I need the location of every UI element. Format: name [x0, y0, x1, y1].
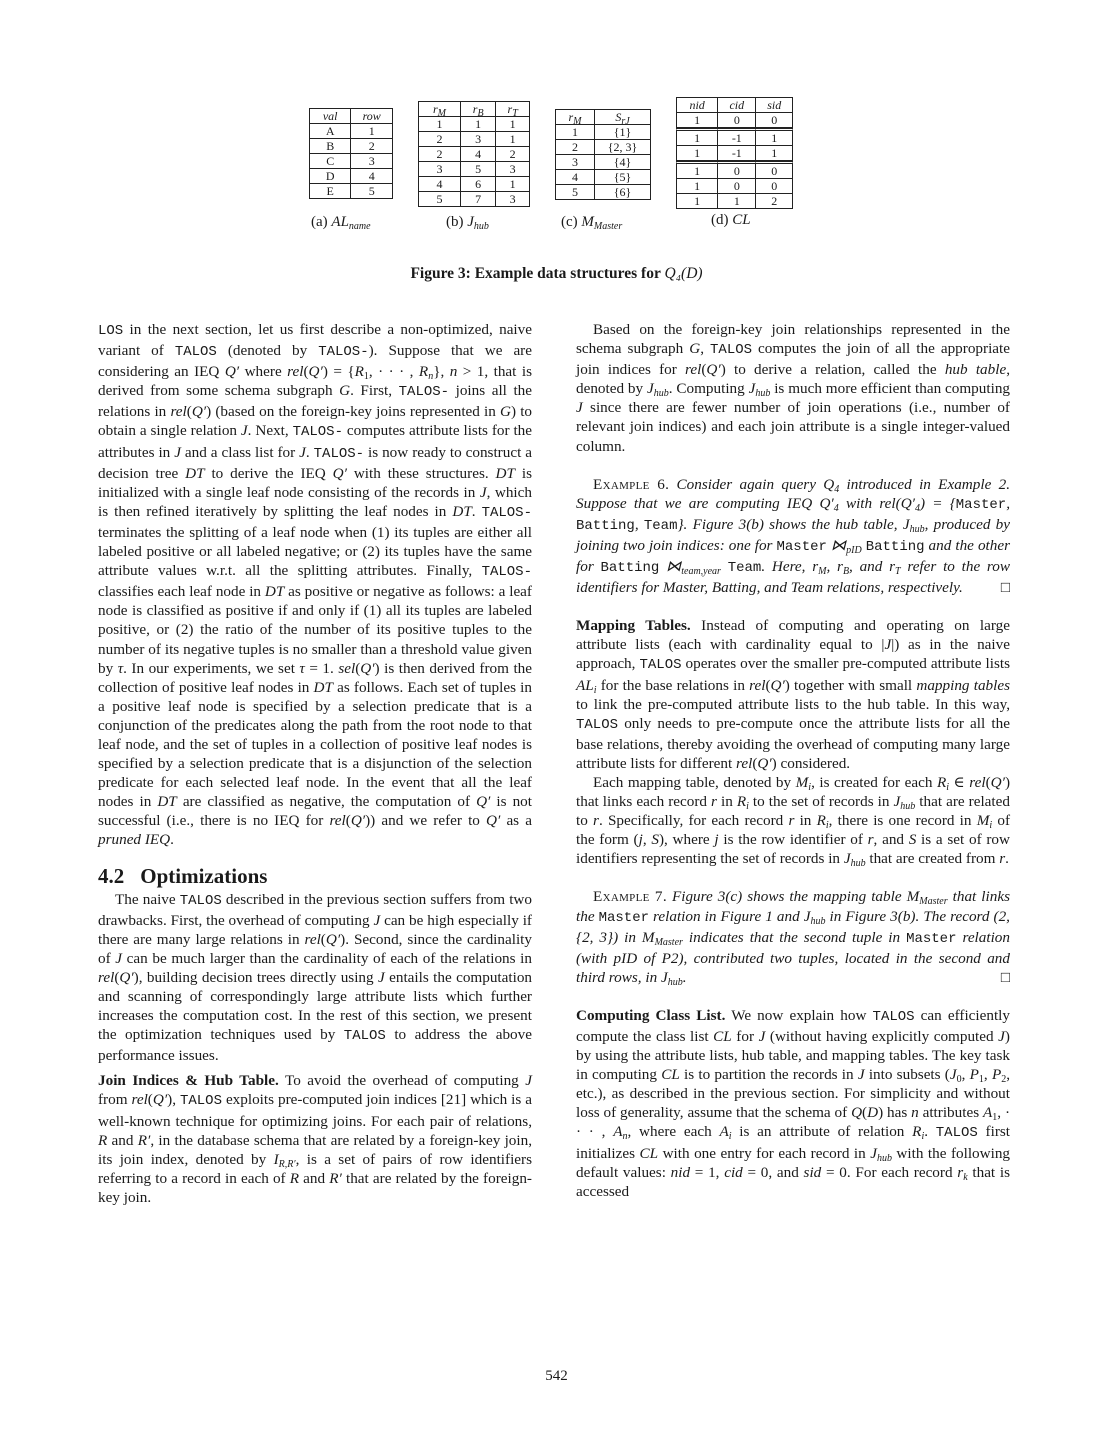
- column-header: row: [351, 109, 393, 124]
- table-cell: 1: [718, 194, 756, 209]
- table-cell: -1: [718, 128, 756, 146]
- paragraph-naive-talos: LOS in the next section, let us first describe a non-optimized, naive variant of TALOS (denoted by TALOS-). Suppose that we are considering an IEQ Q′ where $rel(Q') = \{R_1$, · · · , $R_n$}, n > 1, that is derived from some schema subgraph G. First, TALOS- joins all the relations in rel(Q′) (based on the foreign-key joins represented in G) to obtain a single relation J. Next, TALOS- computes attribute lists for the attributes in J and a class list for J. TALOS- is now ready to construct a decision tree DT to derive the IEQ Q′ with these structures. DT is initialized with a single leaf node consisting of the records in J, which is then refined iteratively by splitting the leaf nodes in DT. TALOS- terminates the splitting of a leaf node when (1) its tuples are either all labeled positive or all labeled negative; or (2) its tuples have the same attribute values w.r.t. all the splitting attributes. Finally, TALOS- classifies each leaf node in DT as positive or negative as follows: a leaf node is classified as positive if and only if (1) all its tuples are labeled positive, or (2) the ratio of the number of its positive tuples to the number of its negative tuples is no smaller than a threshold value given by τ. In our experiments, we set τ = 1. sel(Q′) is then derived from the collection of positive leaf nodes in DT as follows. Each set of tuples in a positive leaf node is specified by a selection predicate that is a conjunction of the predicates along the path from the root node to that leaf node, and the set of tuples in a collection of positive leaf nodes is specified by a selection predicate that is a disjunction of the selection predicate for each selected leaf node. In the event that all the leaf nodes in DT are classified as negative, the computation of Q′ is not successful (i.e., there is no IEQ for rel(Q′)) and we refer to Q′ as a pruned IEQ.: [98, 321, 533, 849]
- section-heading: 4.2 Optimizations: [98, 863, 268, 888]
- figure-caption: Figure 3: Example data structures for Q₄(D): [410, 265, 703, 282]
- paragraph-mapping-tables: Mapping Tables. Instead of computing and operating on large attribute lists (each with cardinality equal to |J|) as in the naive approach, TALOS operates over the smaller pre-computed attribute lists $AL_i$ for the base relations in rel(Q′) together with small mapping tables to link the pre-computed attribute lists to the hub table. In this way, TALOS only needs to pre-compute once the attribute lists for all the base relations, thereby avoiding the overhead of computing many large attribute lists for different rel(Q′) considered.: [576, 617, 1011, 772]
- paragraph-mapping-definition: Each mapping table, denoted by $M_i$, is created for each $R_i$ ∈ rel(Q′) that links each record r in $R_i$ to the set of records in $J_{hub}$ that are related to r. Specifically, for each record r in $R_i$, there is one record in $M_i$ of the form (j, S), where j is the row identifier of r, and S is a set of row identifiers representing the set of records in $J_{hub}$ that are created from r.: [576, 773, 1011, 870]
- paragraph-drawbacks: The naive TALOS described in the previous section suffers from two drawbacks. First, the overhead of computing J can be high especially if there are many large relations in rel(Q′). Second, since the cardinality of J can be much larger than the cardinality of each of the relations in rel(Q′), building decision trees directly using J entails the computation and scanning of correspondingly large attribute lists which further increases the computation cost. In the rest of this section, we present the optimization techniques used by TALOS to address the above performance issues.: [98, 890, 533, 1065]
- table-row: [676, 113, 793, 128]
- table-cell: 1: [496, 177, 530, 192]
- table-header-row: [310, 109, 393, 124]
- table-cell: 2: [496, 147, 530, 162]
- example-7: Example 7. Figure 3(c) shows the mapping table $M_{Master}$ that links the Master relation in Figure 1 and $J_{hub}$ in Figure 3(b). The record (2, {2, 3}) in $M_{Master}$ indicates that the second tuple in Master relation (with pID of P2), contributed two tuples, located in the second and third rows, in $J_{hub}$. □: [576, 888, 1010, 988]
- table-row: [310, 154, 393, 169]
- table-cell: 5: [419, 192, 461, 207]
- table-cell: 4: [556, 170, 595, 185]
- example-6: Example 6. Consider again query $Q_4$ introduced in Example 2. Suppose that we are computing IEQ $Q'_4$ with $rel(Q'_4)$ = {Master, Batting, Team}. Figure 3(b) shows the hub table, $J_{hub}$, produced by joining two join indices: one for Master $⋈_{pID}$ Batting and the other for Batting $⋈_{team,year}$ Team. Here, $r_M$, $r_B$, and $r_T$ refer to the row identifiers for Master, Batting, and Team relations, respectively. □: [576, 475, 1010, 597]
- table-cell: -1: [718, 146, 756, 161]
- table-cell: 0: [718, 179, 756, 194]
- table-cell: 1: [419, 117, 461, 132]
- table-cell: {6}: [595, 185, 651, 200]
- table-cell: 0: [756, 161, 793, 179]
- table-row: [310, 169, 393, 184]
- table-cell: 1: [556, 125, 595, 140]
- table-row: [676, 128, 793, 146]
- subfigure-caption-d: (d) CL: [711, 212, 751, 228]
- table-header-row: [419, 102, 530, 117]
- column-header: sid: [756, 97, 793, 113]
- table-cell: 2: [351, 139, 393, 154]
- column-header: $r_M$: [419, 102, 461, 117]
- table-cell: 6: [461, 177, 496, 192]
- table-cell: 3: [496, 192, 530, 207]
- table-row: [556, 185, 651, 200]
- table-cell: 1: [351, 124, 393, 139]
- table-row: [419, 147, 530, 162]
- table-cell: 1: [676, 179, 718, 194]
- table-cell: 1: [676, 113, 718, 128]
- table-cell: 4: [419, 177, 461, 192]
- table-cell: 1: [461, 117, 496, 132]
- table-cell: 4: [351, 169, 393, 184]
- table-row: [419, 162, 530, 177]
- table-cell: {1}: [595, 125, 651, 140]
- table-row: [419, 117, 530, 132]
- table-row: [676, 146, 793, 161]
- table-header-row: [676, 97, 793, 113]
- table-row: [310, 124, 393, 139]
- column-header: val: [310, 109, 351, 124]
- table-cell: B: [310, 139, 351, 154]
- class-list-table: [676, 97, 793, 209]
- column-header: $r_M$: [556, 110, 595, 125]
- table-row: [556, 155, 651, 170]
- figure-3: [0, 0, 1113, 300]
- attribute-list-table: [309, 108, 393, 199]
- paragraph-hub-table: Based on the foreign-key join relationships represented in the schema subgraph G, TALOS computes the join of all the appropriate join indices for rel(Q′) to derive a relation, called the hub table, denoted by $J_{hub}$. Computing $J_{hub}$ is much more efficient than computing J since there are fewer number of join operations (i.e., number of relevant join indices) and each join attribute is a single integer-valued column.: [576, 321, 1011, 455]
- table-cell: {2, 3}: [595, 140, 651, 155]
- column-header: cid: [718, 97, 756, 113]
- table-row: [310, 139, 393, 154]
- table-row: [310, 184, 393, 199]
- table-cell: 3: [419, 162, 461, 177]
- table-cell: 2: [756, 194, 793, 209]
- table-row: [419, 132, 530, 147]
- table-cell: {4}: [595, 155, 651, 170]
- mapping-table: [555, 109, 651, 200]
- table-cell: 1: [496, 132, 530, 147]
- left-column: [98, 320, 532, 1207]
- table-cell: D: [310, 169, 351, 184]
- table-cell: 5: [461, 162, 496, 177]
- subfigure-caption-b: (b) $J_{hub}$: [446, 214, 489, 232]
- table-cell: 0: [718, 113, 756, 128]
- column-header: $r_B$: [461, 102, 496, 117]
- table-row: [419, 192, 530, 207]
- table-row: [676, 194, 793, 209]
- table-cell: 4: [461, 147, 496, 162]
- table-cell: 0: [756, 179, 793, 194]
- table-cell: A: [310, 124, 351, 139]
- table-row: [419, 177, 530, 192]
- table-cell: E: [310, 184, 351, 199]
- table-cell: 1: [676, 161, 718, 179]
- table-cell: 1: [676, 194, 718, 209]
- paragraph-class-list: Computing Class List. We now explain how TALOS can efficiently compute the class list CL for J (without having explicitly computed J) by using the attribute lists, hub table, and mapping tables. The key task in computing CL is to partition the records in J into subsets ($J_0$, $P_1$, $P_2$, etc.), as described in the previous section. For simplicity and without loss of generality, assume that the schema of Q(D) has n attributes $A_1$, · · · , $A_n$, where each $A_i$ is an attribute of relation $R_i$. TALOS first initializes CL with one entry for each record in $J_{hub}$ with the following default values: nid = 1, cid = 0, and sid = 0. For each record $r_k$ that is accessed: [576, 1006, 1011, 1200]
- table-cell: 3: [496, 162, 530, 177]
- column-header: $S_{rJ}$: [595, 110, 651, 125]
- table-cell: 3: [556, 155, 595, 170]
- table-row: [676, 179, 793, 194]
- table-cell: 1: [676, 146, 718, 161]
- table-cell: 7: [461, 192, 496, 207]
- table-cell: 1: [676, 128, 718, 146]
- table-cell: C: [310, 154, 351, 169]
- table-row: [556, 170, 651, 185]
- table-cell: 5: [351, 184, 393, 199]
- table-cell: 0: [756, 113, 793, 128]
- table-cell: {5}: [595, 170, 651, 185]
- table-row: [676, 161, 793, 179]
- column-header: $r_T$: [496, 102, 530, 117]
- table-row: [556, 125, 651, 140]
- table-header-row: [556, 110, 651, 125]
- subfigure-caption-c: (c) $M_{Master}$: [561, 214, 623, 232]
- column-header: nid: [676, 97, 718, 113]
- table-cell: 2: [419, 147, 461, 162]
- table-cell: 3: [351, 154, 393, 169]
- table-row: [556, 140, 651, 155]
- table-cell: 1: [496, 117, 530, 132]
- page-number: 542: [545, 1368, 568, 1384]
- right-column: [576, 320, 1010, 1201]
- table-cell: 1: [756, 146, 793, 161]
- table-cell: 3: [461, 132, 496, 147]
- table-cell: 2: [419, 132, 461, 147]
- table-cell: 5: [556, 185, 595, 200]
- paragraph-join-indices: Join Indices & Hub Table. To avoid the overhead of computing J from rel(Q′), TALOS exploits pre-computed join indices [21] which is a well-known technique for optimizing joins. For each pair of relations, R and R′, in the database schema that are related by a foreign-key join, its join index, denoted by $I_{R,R'}$, is a set of pairs of row identifiers referring to a record in each of R and R′ that are related by the foreign-key join.: [98, 1072, 533, 1206]
- table-cell: 1: [756, 128, 793, 146]
- subfigure-caption-a: (a) $AL_{name}$: [311, 214, 371, 232]
- hub-table: [418, 101, 530, 207]
- table-cell: 2: [556, 140, 595, 155]
- table-cell: 0: [718, 161, 756, 179]
